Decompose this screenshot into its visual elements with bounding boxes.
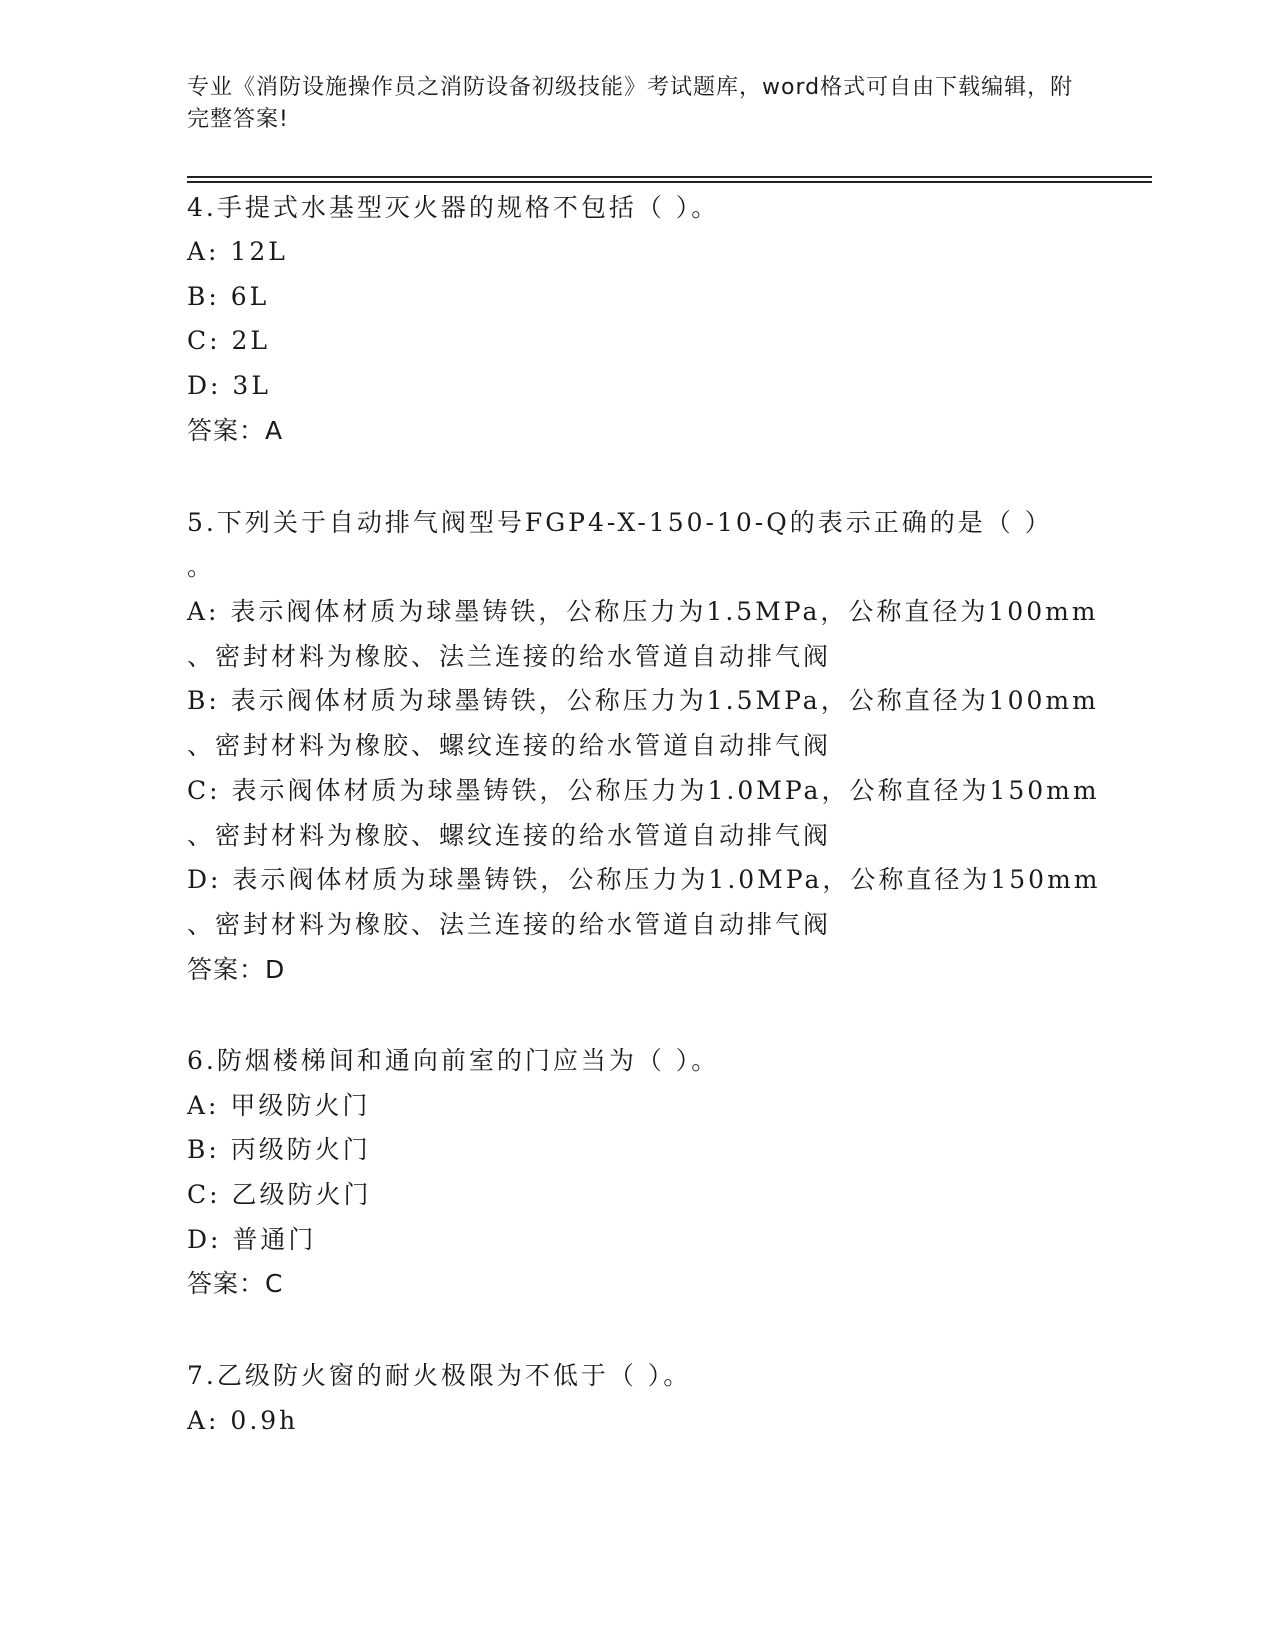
question-4-option-d: D: 3L — [187, 371, 271, 400]
question-5-option-d: D: 表示阀体材质为球墨铸铁，公称压力为1.0MPa，公称直径为150mm — [187, 865, 1101, 894]
question-4-answer: 答案：A — [187, 416, 284, 445]
question-5-option-b: B: 表示阀体材质为球墨铸铁，公称压力为1.5MPa，公称直径为100mm — [187, 686, 1099, 715]
question-4-option-b: B: 6L — [187, 282, 270, 311]
question-6-stem: 6.防烟楼梯间和通向前室的门应当为（ ）。 — [187, 1046, 720, 1075]
question-5-option-d-continued: 、密封材料为橡胶、法兰连接的给水管道自动排气阀 — [187, 910, 832, 939]
document-header: 专业《消防设施操作员之消防设备初级技能》考试题库，word格式可自由下载编辑，附完整答案! — [187, 75, 1074, 132]
question-6-answer: 答案：C — [187, 1269, 284, 1298]
question-5-stem: 5.下列关于自动排气阀型号FGP4-X-150-10-Q的表示正确的是（ ） — [187, 508, 1053, 537]
question-5-option-a: A: 表示阀体材质为球墨铸铁，公称压力为1.5MPa，公称直径为100mm — [187, 597, 1099, 626]
question-6-option-a: A: 甲级防火门 — [187, 1091, 371, 1120]
question-5-option-b-continued: 、密封材料为橡胶、螺纹连接的给水管道自动排气阀 — [187, 731, 832, 760]
question-7-stem: 7.乙级防火窗的耐火极限为不低于（ ）。 — [187, 1361, 692, 1390]
question-5-option-c-continued: 、密封材料为橡胶、螺纹连接的给水管道自动排气阀 — [187, 821, 832, 850]
question-5-answer: 答案：D — [187, 955, 286, 984]
question-4-stem: 4.手提式水基型灭火器的规格不包括（ ）。 — [187, 193, 720, 222]
question-6-option-d: D: 普通门 — [187, 1225, 317, 1254]
question-5-option-a-continued: 、密封材料为橡胶、法兰连接的给水管道自动排气阀 — [187, 642, 832, 671]
question-5-option-c: C: 表示阀体材质为球墨铸铁，公称压力为1.0MPa，公称直径为150mm — [187, 776, 1100, 805]
header-divider-top — [187, 176, 1152, 178]
question-4-option-c: C: 2L — [187, 326, 271, 355]
question-4-option-a: A: 12L — [187, 237, 288, 266]
question-7-option-a: A: 0.9h — [187, 1406, 299, 1435]
header-divider-bottom — [187, 181, 1152, 183]
question-5-stem-continued: 。 — [187, 552, 216, 581]
question-6-option-b: B: 丙级防火门 — [187, 1135, 371, 1164]
question-6-option-c: C: 乙级防火门 — [187, 1180, 372, 1209]
